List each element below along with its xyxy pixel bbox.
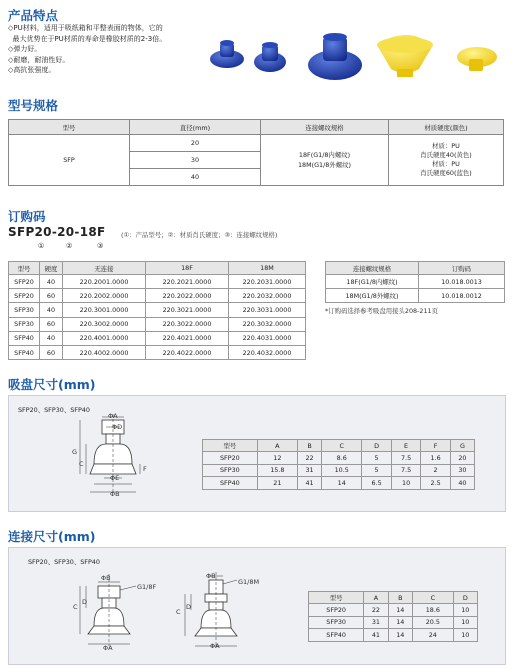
table-row — [9, 275, 306, 289]
code-marker: ② — [66, 242, 73, 250]
spec-table — [8, 119, 504, 186]
cell: 220.3031.0000 — [229, 303, 306, 317]
cell: SFP20 — [9, 289, 40, 303]
cell: 18.6 — [413, 604, 454, 617]
dim-label: ΦB — [110, 490, 120, 498]
cell: SFP20 — [203, 452, 258, 465]
dim-label: G — [72, 448, 78, 456]
cell: 10 — [453, 616, 477, 629]
cell: 18F(G1/8内螺纹) — [326, 275, 419, 289]
table-row — [9, 289, 306, 303]
cell: 7.5 — [391, 464, 421, 477]
spec-model: SFP — [9, 135, 130, 186]
dim-label: ΦB — [101, 574, 111, 582]
spec-thread: 18F(G1/8内螺纹) — [298, 151, 351, 159]
cup-header: 型号 — [203, 440, 258, 452]
dim-label: ΦD — [112, 423, 123, 431]
cell: 40 — [450, 477, 474, 490]
spec-material: 肖氏硬度60(蓝色) — [420, 169, 472, 177]
cup-header: F — [421, 440, 451, 452]
cell: SFP20 — [9, 275, 40, 289]
yellow-cup-small — [457, 47, 497, 71]
cell: 10 — [453, 629, 477, 642]
cell: 10 — [391, 477, 421, 490]
feature-line: ◇耐磨，耐油性好。 — [8, 55, 70, 64]
order-header: 无连接 — [63, 262, 146, 275]
cell: 220.2032.0000 — [229, 289, 306, 303]
spec-header: 直径(mm) — [130, 120, 261, 135]
cell: SFP30 — [203, 464, 258, 477]
features-title: 产品特点 — [8, 8, 59, 23]
cell: 220.2001.0000 — [63, 275, 146, 289]
code-marker: ③ — [97, 242, 104, 250]
dim-label: D — [82, 598, 88, 606]
spec-material: 材质：PU — [432, 142, 460, 150]
dim-label: ΦE — [110, 474, 120, 482]
blue-cup-small — [210, 40, 244, 68]
conn-table — [308, 591, 478, 642]
table-row — [9, 303, 306, 317]
cell: SFP40 — [9, 331, 40, 345]
cup-table — [202, 439, 475, 490]
spec-header: 材质硬度(颜色) — [389, 120, 504, 135]
features-list — [8, 23, 208, 76]
spec-material: 材质：PU — [432, 160, 460, 168]
table-row — [326, 275, 505, 289]
cell: 14 — [388, 616, 412, 629]
cell: 30 — [450, 464, 474, 477]
cell: 60 — [40, 317, 63, 331]
spec-header: 型号 — [9, 120, 130, 135]
table-row — [9, 345, 306, 359]
cell: SFP40 — [9, 345, 40, 359]
spec-thread: 18M(G1/8外螺纹) — [297, 161, 352, 169]
order-note: *订购码选择参考吸盘用接头208-211页 — [325, 307, 438, 315]
table-row — [309, 616, 478, 629]
cell: 220.4021.0000 — [146, 331, 229, 345]
conn-models-label: SFP20、SFP30、SFP40 — [28, 558, 100, 566]
dim-label: F — [143, 465, 147, 473]
dim-label: ΦA — [210, 642, 220, 650]
cup-header: A — [257, 440, 297, 452]
cell: 10 — [453, 604, 477, 617]
spec-header: 连接螺纹规格 — [261, 120, 389, 135]
table-row — [203, 464, 475, 477]
cell: 15.8 — [257, 464, 297, 477]
order-header: 型号 — [9, 262, 40, 275]
order-code: SFP20-20-18F — [8, 225, 106, 239]
conn-header: 型号 — [309, 592, 364, 604]
cell: 41 — [364, 629, 388, 642]
code-marker: ① — [38, 242, 45, 250]
product-photo — [205, 25, 505, 85]
cell: 40 — [40, 331, 63, 345]
spec-materials — [389, 135, 504, 186]
cell: SFP30 — [9, 317, 40, 331]
cell: 24 — [413, 629, 454, 642]
cell: 220.4022.0000 — [146, 345, 229, 359]
cell: 22 — [364, 604, 388, 617]
cell: SFP30 — [309, 616, 364, 629]
cell: 40 — [40, 275, 63, 289]
cell: 10.018.0013 — [419, 275, 505, 289]
cell: 220.4002.0000 — [63, 345, 146, 359]
cell: 20.5 — [413, 616, 454, 629]
cup-header: D — [362, 440, 392, 452]
yellow-cup-large — [377, 35, 433, 77]
cell: SFP40 — [309, 629, 364, 642]
cell: 60 — [40, 345, 63, 359]
order-header: 18M — [229, 262, 306, 275]
table-row — [9, 317, 306, 331]
dim-label: G1/8M — [238, 578, 260, 586]
cell: 12 — [257, 452, 297, 465]
cell: 220.3002.0000 — [63, 317, 146, 331]
conn-header: A — [364, 592, 388, 604]
dim-label: G1/8F — [137, 583, 157, 591]
cell: 220.3001.0000 — [63, 303, 146, 317]
cell: 6.5 — [362, 477, 392, 490]
feature-line: ◇弹力好。 — [8, 45, 42, 53]
table-row — [326, 289, 505, 303]
table-row — [309, 629, 478, 642]
cell: 8.6 — [322, 452, 362, 465]
cell: 14 — [388, 629, 412, 642]
cell: 1.6 — [421, 452, 451, 465]
cell: 41 — [297, 477, 321, 490]
cell: 10.018.0012 — [419, 289, 505, 303]
blue-cup-large — [308, 33, 362, 80]
dim-label: C — [73, 603, 78, 611]
order-header: 硬度 — [40, 262, 63, 275]
dim-label: ΦA — [108, 412, 118, 420]
cell: 220.3022.0000 — [146, 317, 229, 331]
cell: 220.4032.0000 — [229, 345, 306, 359]
dim-label: C — [176, 608, 181, 616]
conn-title: 连接尺寸(mm) — [8, 529, 96, 544]
cell: 40 — [40, 303, 63, 317]
cell: 60 — [40, 289, 63, 303]
cell: 5 — [362, 464, 392, 477]
cell: 18M(G1/8外螺纹) — [326, 289, 419, 303]
conn-header: C — [413, 592, 454, 604]
order-title: 订购码 — [8, 209, 46, 224]
spec-diameter: 30 — [130, 152, 261, 169]
table-row — [309, 604, 478, 617]
table-row — [9, 331, 306, 345]
feature-line: ◇PU材料，适用于吸纸箱和平整表面的物体，它的 — [8, 24, 163, 32]
cell: 2 — [421, 464, 451, 477]
cup-header: B — [297, 440, 321, 452]
conn-header: B — [388, 592, 412, 604]
feature-line: 最大优势在于PU材质的寿命是橡胶材质的2-3倍。 — [8, 34, 167, 43]
cup-header: C — [322, 440, 362, 452]
cell: 14 — [388, 604, 412, 617]
cell: 220.3032.0000 — [229, 317, 306, 331]
spec-diameter: 40 — [130, 169, 261, 186]
cell: 10.5 — [322, 464, 362, 477]
cell: 7.5 — [391, 452, 421, 465]
cell: 22 — [297, 452, 321, 465]
cup-title: 吸盘尺寸(mm) — [8, 377, 96, 392]
cell: 220.2022.0000 — [146, 289, 229, 303]
cell: 220.2021.0000 — [146, 275, 229, 289]
order-header: 18F — [146, 262, 229, 275]
cell: 31 — [297, 464, 321, 477]
dim-label: ΦA — [103, 644, 113, 652]
blue-cup-medium — [254, 42, 286, 72]
cell: 220.3021.0000 — [146, 303, 229, 317]
cup-header: E — [391, 440, 421, 452]
cell: SFP20 — [309, 604, 364, 617]
table-row — [203, 477, 475, 490]
conn-header: D — [453, 592, 477, 604]
thread-table — [325, 261, 505, 303]
cell: SFP30 — [9, 303, 40, 317]
thread-header: 连接螺纹规格 — [326, 262, 419, 275]
order-legend: (①：产品型号；②：材质肖氏硬度；③：连接螺纹规格) — [121, 231, 278, 239]
cell: 31 — [364, 616, 388, 629]
cell: 220.4001.0000 — [63, 331, 146, 345]
cell: 220.2031.0000 — [229, 275, 306, 289]
thread-header: 订购码 — [419, 262, 505, 275]
dim-label: ΦB — [206, 572, 216, 580]
spec-material: 肖氏硬度40(黄色) — [420, 151, 472, 159]
cell: 5 — [362, 452, 392, 465]
cell: 14 — [322, 477, 362, 490]
cup-header: G — [450, 440, 474, 452]
cell: 220.2002.0000 — [63, 289, 146, 303]
table-row — [203, 452, 475, 465]
cup-models-label: SFP20、SFP30、SFP40 — [18, 406, 90, 414]
cell: 20 — [450, 452, 474, 465]
order-table — [8, 261, 306, 360]
spec-title: 型号规格 — [8, 98, 59, 113]
cell: 220.4031.0000 — [229, 331, 306, 345]
spec-threads — [261, 135, 389, 186]
spec-diameter: 20 — [130, 135, 261, 152]
feature-line: ◇高抗张强度。 — [8, 66, 56, 74]
dim-label: D — [186, 603, 192, 611]
cell: SFP40 — [203, 477, 258, 490]
dim-label: C — [79, 460, 84, 468]
cell: 2.5 — [421, 477, 451, 490]
cell: 21 — [257, 477, 297, 490]
